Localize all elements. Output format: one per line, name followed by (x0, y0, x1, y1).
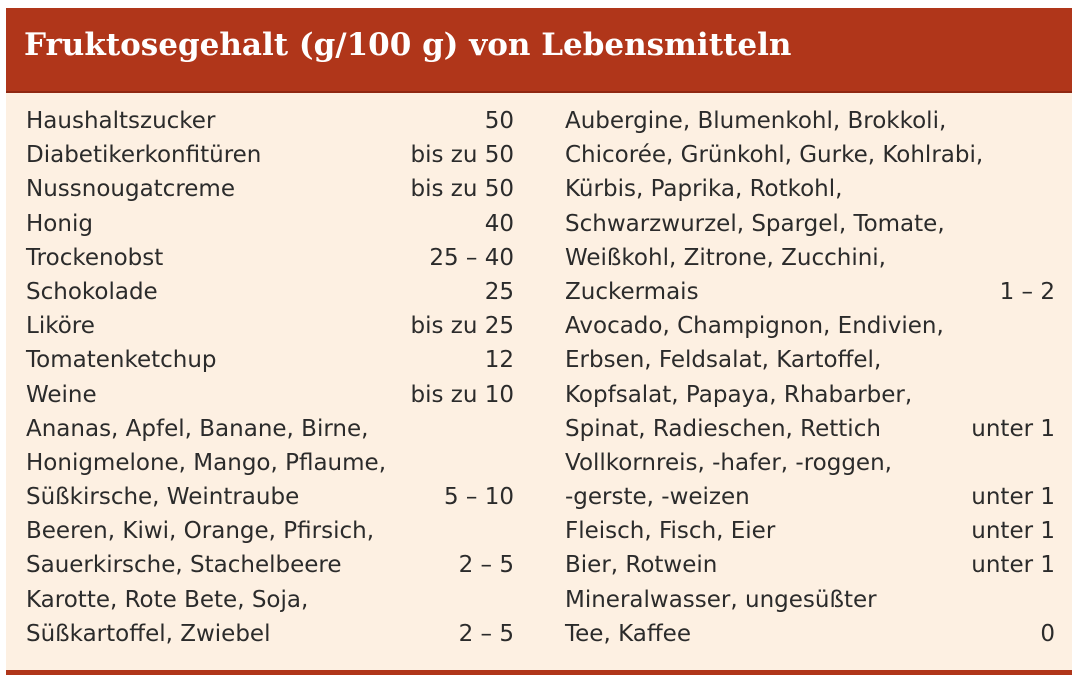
food-label: Nussnougatcreme (26, 176, 235, 203)
table-row (565, 138, 1055, 172)
table-row (565, 275, 1055, 309)
table-row (565, 104, 1055, 138)
table-row (565, 617, 1055, 651)
table-row (565, 548, 1055, 582)
fructose-value: 2 – 5 (458, 552, 514, 579)
bottom-rule (6, 670, 1072, 675)
food-label: Sauerkirsche, Stachelbeere (26, 552, 342, 579)
food-label: Kürbis, Paprika, Rotkohl, (565, 176, 843, 203)
table-row (26, 412, 514, 446)
fructose-value: unter 1 (971, 484, 1055, 511)
table-row (26, 343, 514, 377)
fructose-table-card (6, 8, 1072, 675)
food-label: Avocado, Champignon, Endivien, (565, 313, 944, 340)
table-row (26, 548, 514, 582)
fructose-value: 1 – 2 (999, 278, 1055, 305)
food-label: Vollkornreis, -hafer, -roggen, (565, 449, 892, 476)
table-row (565, 446, 1055, 480)
fructose-value: unter 1 (971, 518, 1055, 545)
food-label: Ananas, Apfel, Banane, Birne, (26, 415, 369, 442)
table-row (565, 343, 1055, 377)
food-label: Karotte, Rote Bete, Soja, (26, 586, 309, 613)
table-row (565, 309, 1055, 343)
table-title: Fruktosegehalt (g/100 g) von Lebensmitteln (24, 27, 792, 63)
fructose-value: 25 (484, 278, 514, 305)
table-row (565, 480, 1055, 514)
food-label: Süßkirsche, Weintraube (26, 484, 300, 511)
table-row (26, 241, 514, 275)
food-label: Schokolade (26, 278, 158, 305)
table-row (26, 104, 514, 138)
fructose-value: bis zu 50 (410, 142, 514, 169)
food-label: Liköre (26, 313, 95, 340)
food-label: Aubergine, Blumenkohl, Brokkoli, (565, 108, 947, 134)
fructose-value: 2 – 5 (458, 620, 514, 647)
table-row (26, 378, 514, 412)
table-row (26, 617, 514, 651)
table-row (26, 446, 514, 480)
table-row (26, 480, 514, 514)
food-label: Honigmelone, Mango, Pflaume, (26, 449, 387, 476)
fructose-value: bis zu 50 (410, 176, 514, 203)
fructose-value: bis zu 25 (410, 313, 514, 340)
table-row (565, 207, 1055, 241)
table-row (565, 583, 1055, 617)
right-column (565, 104, 1055, 651)
table-row (565, 412, 1055, 446)
food-label: -gerste, -weizen (565, 484, 750, 511)
food-label: Trockenobst (26, 244, 164, 271)
food-label: Spinat, Radieschen, Rettich (565, 415, 881, 442)
fructose-value: 0 (1040, 620, 1055, 647)
food-label: Kopfsalat, Papaya, Rhabarber, (565, 381, 913, 408)
table-row (565, 172, 1055, 206)
food-label: Weine (26, 381, 97, 408)
food-label: Fleisch, Fisch, Eier (565, 518, 776, 545)
fructose-value: 40 (484, 210, 514, 237)
table-header (6, 8, 1072, 93)
table-row (26, 309, 514, 343)
fructose-value: unter 1 (971, 552, 1055, 579)
table-row (26, 583, 514, 617)
table-row (26, 275, 514, 309)
food-label: Zuckermais (565, 278, 699, 305)
food-label: Beeren, Kiwi, Orange, Pfirsich, (26, 518, 374, 545)
fructose-value: 5 – 10 (443, 484, 514, 511)
table-row (26, 514, 514, 548)
fructose-value: unter 1 (971, 415, 1055, 442)
fructose-value: 50 (484, 108, 514, 134)
food-label: Haushaltszucker (26, 108, 216, 134)
food-label: Weißkohl, Zitrone, Zucchini, (565, 244, 886, 271)
food-label: Mineralwasser, ungesüßter (565, 586, 877, 613)
food-label: Honig (26, 210, 93, 237)
fructose-value: 12 (484, 347, 514, 374)
table-row (565, 514, 1055, 548)
food-label: Erbsen, Feldsalat, Kartoffel, (565, 347, 882, 374)
fructose-value: 25 – 40 (429, 244, 514, 271)
table-row (26, 172, 514, 206)
food-label: Tomatenketchup (26, 347, 217, 374)
left-column (26, 104, 514, 651)
food-label: Süßkartoffel, Zwiebel (26, 620, 271, 647)
food-label: Schwarzwurzel, Spargel, Tomate, (565, 210, 945, 237)
table-row (26, 138, 514, 172)
food-label: Chicorée, Grünkohl, Gurke, Kohlrabi, (565, 142, 984, 169)
food-label: Bier, Rotwein (565, 552, 718, 579)
food-label: Tee, Kaffee (565, 620, 691, 647)
food-label: Diabetikerkonfitüren (26, 142, 262, 169)
table-row (26, 207, 514, 241)
table-row (565, 241, 1055, 275)
fructose-value: bis zu 10 (410, 381, 514, 408)
table-row (565, 378, 1055, 412)
